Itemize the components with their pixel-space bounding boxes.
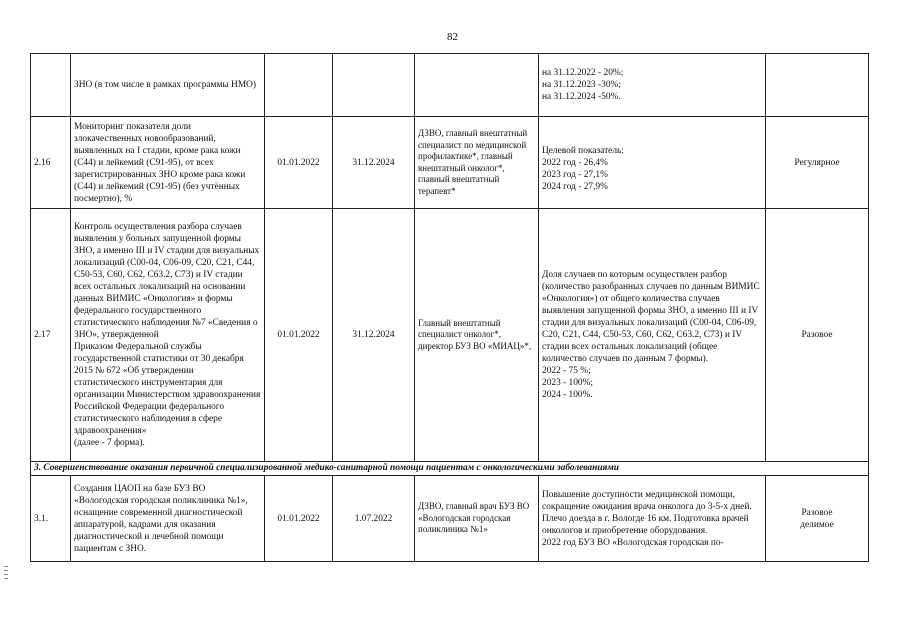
event-cell: Создания ЦАОП на базе БУЗ ВО «Вологодская городская поликлиника №1», оснащение современной диагностической аппаратурой, кадрами для оказания диагностической и лечебной помощи пациентам с ЗНО. — [71, 476, 265, 562]
row-number: 2.16 — [31, 117, 71, 209]
table-row — [31, 476, 869, 562]
responsible-cell — [415, 54, 539, 117]
type-cell — [766, 54, 869, 117]
table-row — [31, 209, 869, 462]
result-cell: Целевой показатель: 2022 год - 26,4% 2023 год - 27,1% 2024 год - 27,9% — [539, 117, 766, 209]
responsible-cell: ДЗВО, главный врач БУЗ ВО «Вологодская городская поликлиника №1» — [415, 476, 539, 562]
end-date-cell: 31.12.2024 — [333, 117, 415, 209]
responsible-cell: ДЗВО, главный внештатный специалист по медицинской профилактике*, главный внештатный онколог*, главный внештатный терапевт* — [415, 117, 539, 209]
result-cell: Повышение доступности медицинской помощи, сокращение ожидания врача онколога до 3-5-х дней. Плечо доезда в г. Вологде 16 км. Подготовка врачей онкологов и приобретение оборудования. 2022 год БУЗ ВО «Вологодская городская по- — [539, 476, 766, 562]
end-date-cell: 31.12.2024 — [333, 209, 415, 462]
row-number: 2.17 — [31, 209, 71, 462]
event-cell: ЗНО (в том числе в рамках программы НМО) — [71, 54, 265, 117]
table-row — [31, 117, 869, 209]
responsible-cell: Главный внештатный специалист онколог*, директор БУЗ ВО «МИАЦ»*, — [415, 209, 539, 462]
type-cell: Разовое — [766, 209, 869, 462]
event-cell: Мониторинг показателя доли злокачественных новообразований, выявленных на I стадии, кроме рака кожи (С44) и лейкемий (С91-95), от всех зарегистрированных ЗНО кроме рака кожи (С44) и лейкемий (С91-95) (без учтённых посмертно), % — [71, 117, 265, 209]
type-cell: Регулярное — [766, 117, 869, 209]
end-date-cell: 1.07.2022 — [333, 476, 415, 562]
row-number — [31, 54, 71, 117]
type-cell: Разовое делимое — [766, 476, 869, 562]
result-cell: Доля случаев по которым осуществлен разбор (количество разобранных случаев по данным ВИМИС «Онкология») от общего количества случаев выявления запущенной формы ЗНО, а именно III и IV стадии для визуальных локализаций (С00-04, С06-09, С20, С21, С44, С50-53, С60, С62, С63.2, С73) и IV стадии всех остальных локализаций (общее количество случаев по данным 7 формы). 2022 - 75 %; 2023 - 100%; 2024 - 100%. — [539, 209, 766, 462]
table-row — [31, 54, 869, 117]
section-header-row — [31, 462, 869, 476]
plan-table — [30, 53, 869, 562]
event-cell: Контроль осуществления разбора случаев выявления у больных запущенной формы ЗНО, а именно III и IV стадии для визуальных локализаций (С00-04, С06-09, С20, С21, С44, С50-53, С60, С62, С63.2, С73) и IV стадии всех остальных локализаций на основании данных ВИМИС «Онкология» и формы федерального государственного статистического наблюдения №7 «Сведения о ЗНО», утвержденной Приказом Федеральной службы государственной статистики от 30 декабря 2015 № 672 «Об утверждении статистического инструментария для организации Министерством здравоохранения Российской Федерации федерального статистического наблюдения в сфере здравоохранения» (далее - 7 форма). — [71, 209, 265, 462]
start-date-cell: 01.01.2022 — [265, 476, 333, 562]
end-date-cell — [333, 54, 415, 117]
page-number: 82 — [447, 31, 458, 43]
start-date-cell: 01.01.2022 — [265, 117, 333, 209]
margin-mark — [4, 566, 8, 582]
row-number: 3.1. — [31, 476, 71, 562]
start-date-cell: 01.01.2022 — [265, 209, 333, 462]
result-cell: на 31.12.2022 - 20%; на 31.12.2023 -30%; на 31.12.2024 -50%. — [539, 54, 766, 117]
section-title: 3. Совершенствование оказания первичной специализированной медико-санитарной помощи пациентам с онкологическими заболеваниями — [31, 462, 869, 476]
start-date-cell — [265, 54, 333, 117]
